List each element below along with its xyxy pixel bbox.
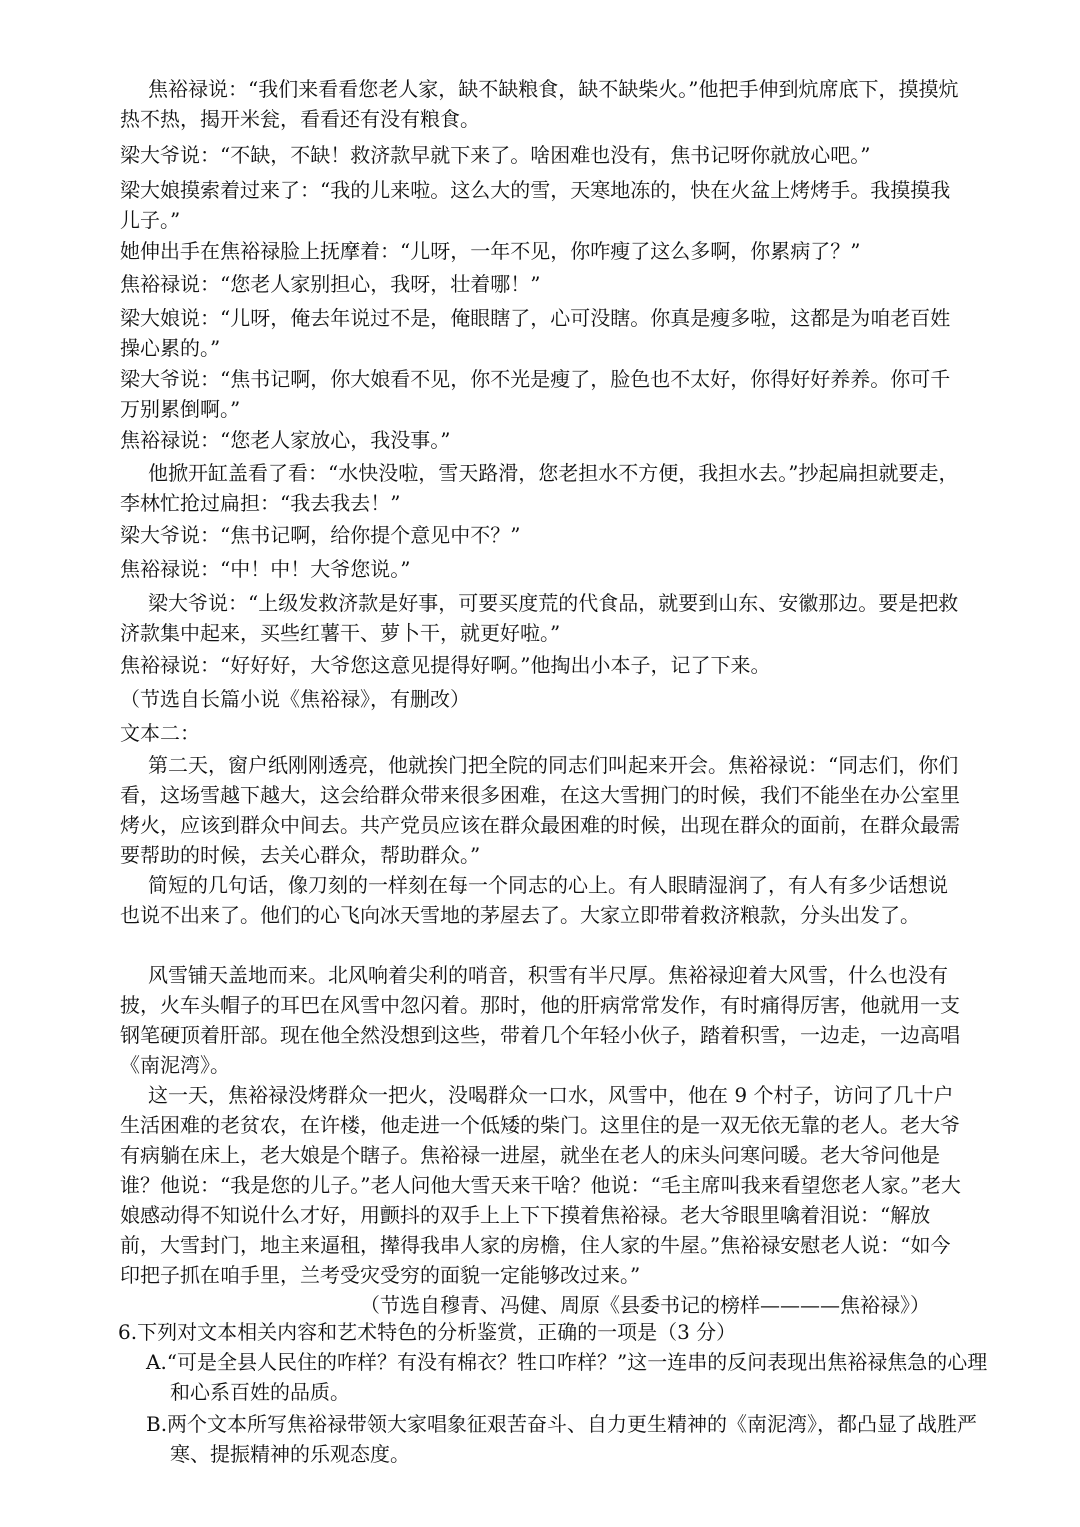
paragraph: 焦裕禄说：“您老人家别担心，我呀，壮着哪！” bbox=[120, 272, 541, 296]
text-two-label: 文本二： bbox=[120, 721, 200, 745]
paragraph: 梁大娘摸索着过来了：“我的儿来啦。这么大的雪，天寒地冻的，快在火盆上烤烤手。我摸摸我儿子。” bbox=[120, 178, 951, 232]
option-a: A.“可是全县人民住的咋样？有没有棉衣？牲口咋样？”这一连串的反问表现出焦裕禄焦急的心理和心系百姓的品质。 bbox=[146, 1350, 988, 1404]
source-note: （节选自穆青、冯健、周原《县委书记的榜样————焦裕禄》） bbox=[360, 1293, 930, 1317]
paragraph: 梁大爷说：“上级发救济款是好事，可要买度荒的代食品，就要到山东、安徽那边。要是把救济款集中起来，买些红薯干、萝卜干，就更好啦。” bbox=[120, 591, 959, 645]
paragraph: 梁大爷说：“不缺，不缺！救济款早就下来了。啥困难也没有，焦书记呀你就放心吧。” bbox=[120, 143, 871, 167]
question-stem: 6.下列对文本相关内容和艺术特色的分析鉴赏，正确的一项是（3 分） bbox=[118, 1320, 737, 1344]
paragraph: 这一天，焦裕禄没烤群众一把火，没喝群众一口水，风雪中，他在 9 个村子，访问了几十户生活困难的老贫农，在许楼，他走进一个低矮的柴门。这里住的是一双无依无靠的老人。老大爷有病躺在床上，老大娘是个瞎子。焦裕禄一进屋，就坐在老人的床头问寒问暖。老大爷问他是谁？他说：“我是您的儿子。”老人问他大雪天来干啥？他说：“毛主席叫我来看望您老人家。”老大娘感动得不知说什么才好，用颤抖的双手上上下下摸着焦裕禄。老大爷眼里噙着泪说：“解放前，大雪封门，地主来逼租，撵得我串人家的房檐，住人家的牛屋。”焦裕禄安慰老人说：“如今印把子抓在咱手里，兰考受灾受穷的面貌一定能够改过来。” bbox=[120, 1083, 961, 1287]
paragraph: 第二天，窗户纸刚刚透亮，他就挨门把全院的同志们叫起来开会。焦裕禄说：“同志们，你们看，这场雪越下越大，这会给群众带来很多困难，在这大雪拥门的时候，我们不能坐在办公室里烤火，应该到群众中间去。共产党员应该在群众最困难的时候，出现在群众的面前，在群众最需要帮助的时候，去关心群众，帮助群众。” bbox=[120, 753, 960, 867]
paragraph: 简短的几句话，像刀刻的一样刻在每一个同志的心上。有人眼睛湿润了，有人有多少话想说也说不出来了。他们的心飞向冰天雪地的茅屋去了。大家立即带着救济粮款，分头出发了。 bbox=[120, 873, 948, 927]
paragraph: 梁大爷说：“焦书记啊，你大娘看不见，你不光是瘦了，脸色也不太好，你得好好养养。你可千万别累倒啊。” bbox=[120, 367, 951, 421]
paragraph: 她伸出手在焦裕禄脸上抚摩着：“儿呀，一年不见，你咋瘦了这么多啊，你累病了？” bbox=[120, 239, 861, 263]
paragraph: 风雪铺天盖地而来。北风响着尖利的哨音，积雪有半尺厚。焦裕禄迎着大风雪，什么也没有披，火车头帽子的耳巴在风雪中忽闪着。那时，他的肝病常常发作，有时痛得厉害，他就用一支钢笔硬顶着肝部。现在他全然没想到这些，带着几个年轻小伙子，踏着积雪，一边走，一边高唱《南泥湾》。 bbox=[120, 963, 960, 1077]
option-b: B.两个文本所写焦裕禄带领大家唱象征艰苦奋斗、自力更生精神的《南泥湾》，都凸显了战胜严寒、提振精神的乐观态度。 bbox=[146, 1412, 978, 1466]
paragraph: 梁大爷说：“焦书记啊，给你提个意见中不？” bbox=[120, 523, 521, 547]
paragraph: 焦裕禄说：“中！中！大爷您说。” bbox=[120, 557, 411, 581]
paragraph: 梁大娘说：“儿呀，俺去年说过不是，俺眼瞎了，心可没瞎。你真是瘦多啦，这都是为咱老百姓操心累的。” bbox=[120, 306, 951, 360]
paragraph: 焦裕禄说：“您老人家放心，我没事。” bbox=[120, 428, 451, 452]
paragraph: 焦裕禄说：“好好好，大爷您这意见提得好啊。”他掏出小本子，记了下来。 bbox=[120, 653, 771, 677]
paragraph: 焦裕禄说：“我们来看看您老人家，缺不缺粮食，缺不缺柴火。”他把手伸到炕席底下，摸摸炕热不热，揭开米瓮，看看还有没有粮食。 bbox=[120, 77, 959, 131]
paragraph: 他掀开缸盖看了看：“水快没啦，雪天路滑，您老担水不方便，我担水去。”抄起扁担就要走，李林忙抢过扁担：“我去我去！” bbox=[120, 461, 959, 515]
source-note: （节选自长篇小说《焦裕禄》，有删改） bbox=[120, 687, 470, 711]
